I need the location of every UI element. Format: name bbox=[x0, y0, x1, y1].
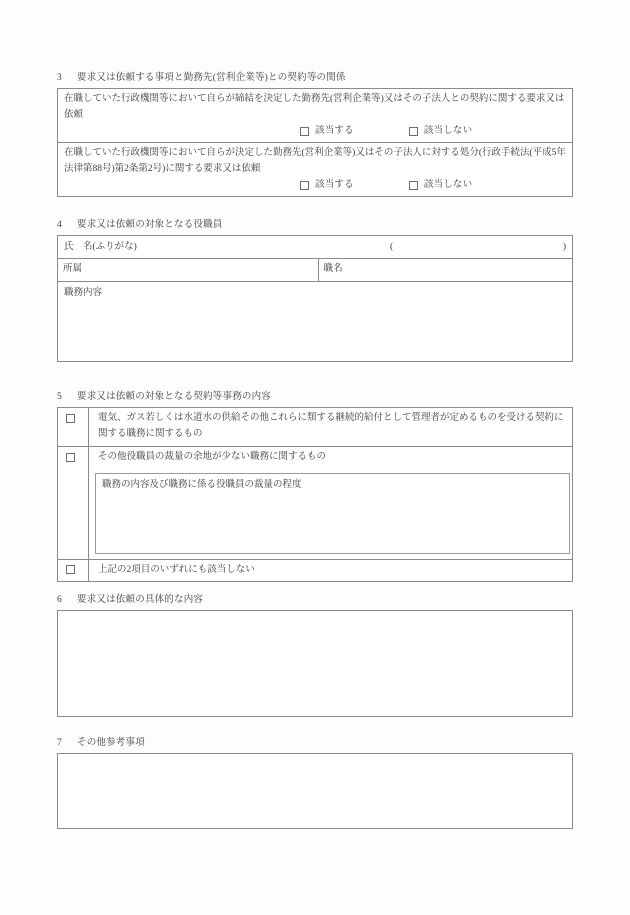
section-5-checkbox-cell-3[interactable] bbox=[58, 560, 89, 582]
section-3-heading bbox=[57, 71, 573, 85]
section-5-item-1-text: 電気、ガス若しくは水道水の供給その他これらに類する継続的給付として管理者が定めるものを受ける契約に関する職務に関するもの bbox=[98, 413, 564, 439]
section-5-item-1[interactable] bbox=[58, 408, 572, 447]
checkbox-icon[interactable] bbox=[409, 127, 418, 136]
section-3-row-1-text: 在職していた行政機関等において自らが締結を決定した勤務先(営利企業等)又はその子法人との契約に関する要求又は依頼 bbox=[64, 94, 565, 120]
section-5-item-3[interactable] bbox=[58, 560, 572, 582]
section-6-title: 要求又は依頼の具体的な内容 bbox=[77, 595, 204, 605]
section-5-table bbox=[57, 407, 573, 582]
section-7-number: 7 bbox=[57, 738, 62, 748]
section-3-table bbox=[57, 88, 573, 197]
section-3 bbox=[57, 71, 573, 197]
checkbox-option-applicable-2[interactable] bbox=[300, 177, 354, 193]
section-5-discretion-detail-box[interactable] bbox=[95, 473, 570, 554]
section-4-name-row[interactable] bbox=[58, 236, 572, 259]
section-4-title: 要求又は依頼の対象となる役職員 bbox=[77, 220, 223, 230]
section-3-number: 3 bbox=[57, 73, 62, 83]
section-3-row-1 bbox=[58, 89, 572, 143]
section-6 bbox=[57, 593, 573, 717]
checkbox-icon[interactable] bbox=[66, 414, 75, 423]
section-3-row-2 bbox=[58, 143, 572, 196]
checkbox-label: 該当しない bbox=[423, 126, 473, 136]
checkbox-option-not-applicable-1[interactable] bbox=[409, 123, 473, 139]
section-6-textarea[interactable] bbox=[57, 610, 573, 717]
furigana-paren-open: ( bbox=[389, 242, 394, 252]
section-5-heading bbox=[57, 390, 573, 404]
section-5-item-2[interactable] bbox=[58, 447, 572, 560]
name-label: 氏 名(ふりがな) bbox=[64, 242, 137, 252]
section-7-title: その他参考事項 bbox=[77, 738, 145, 748]
section-7-textarea[interactable] bbox=[57, 753, 573, 829]
checkbox-icon[interactable] bbox=[409, 181, 418, 190]
section-5 bbox=[57, 390, 573, 582]
section-4 bbox=[57, 218, 573, 362]
section-6-number: 6 bbox=[57, 595, 62, 605]
section-5-discretion-detail-label: 職務の内容及び職務に係る役職員の裁量の程度 bbox=[102, 479, 302, 490]
section-4-affiliation-row[interactable] bbox=[58, 259, 572, 282]
checkbox-option-not-applicable-2[interactable] bbox=[409, 177, 473, 193]
section-5-number: 5 bbox=[57, 392, 62, 402]
furigana-paren-close: ) bbox=[562, 242, 566, 252]
section-4-table bbox=[57, 235, 573, 362]
section-6-heading bbox=[57, 593, 573, 607]
section-7 bbox=[57, 736, 573, 829]
section-4-duty-row[interactable] bbox=[58, 282, 572, 361]
checkbox-label: 該当しない bbox=[423, 180, 473, 190]
section-5-item-3-text: 上記の2項目のいずれにも該当しない bbox=[98, 564, 255, 575]
checkbox-option-applicable-1[interactable] bbox=[300, 123, 354, 139]
checkbox-label: 該当する bbox=[315, 180, 354, 190]
checkbox-icon[interactable] bbox=[66, 565, 75, 574]
checkbox-icon[interactable] bbox=[66, 453, 75, 462]
section-3-title: 要求又は依頼する事項と勤務先(営利企業等)との契約等の関係 bbox=[77, 73, 346, 83]
section-7-heading bbox=[57, 736, 573, 750]
affiliation-label: 所属 bbox=[58, 259, 319, 281]
position-label: 職名 bbox=[323, 264, 343, 274]
duty-content-label: 職務内容 bbox=[64, 288, 103, 298]
section-4-number: 4 bbox=[57, 220, 62, 230]
section-5-checkbox-cell-2[interactable] bbox=[58, 447, 89, 559]
section-5-checkbox-cell-1[interactable] bbox=[58, 408, 89, 446]
section-5-title: 要求又は依頼の対象となる契約等事務の内容 bbox=[77, 392, 272, 402]
checkbox-icon[interactable] bbox=[300, 181, 309, 190]
section-4-heading bbox=[57, 218, 573, 232]
section-3-row-1-choices bbox=[64, 123, 566, 139]
section-3-row-2-choices bbox=[64, 177, 566, 193]
section-5-item-2-text: その他役職員の裁量の余地が少ない職務に関するもの bbox=[98, 452, 327, 462]
checkbox-icon[interactable] bbox=[300, 127, 309, 136]
section-3-row-2-text: 在職していた行政機関等において自らが決定した勤務先(営利企業等)又はその子法人に対する処分(行政手続法(平成5年法律第88号)第2条第2号)に関する要求又は依頼 bbox=[64, 148, 566, 174]
checkbox-label: 該当する bbox=[315, 126, 354, 136]
